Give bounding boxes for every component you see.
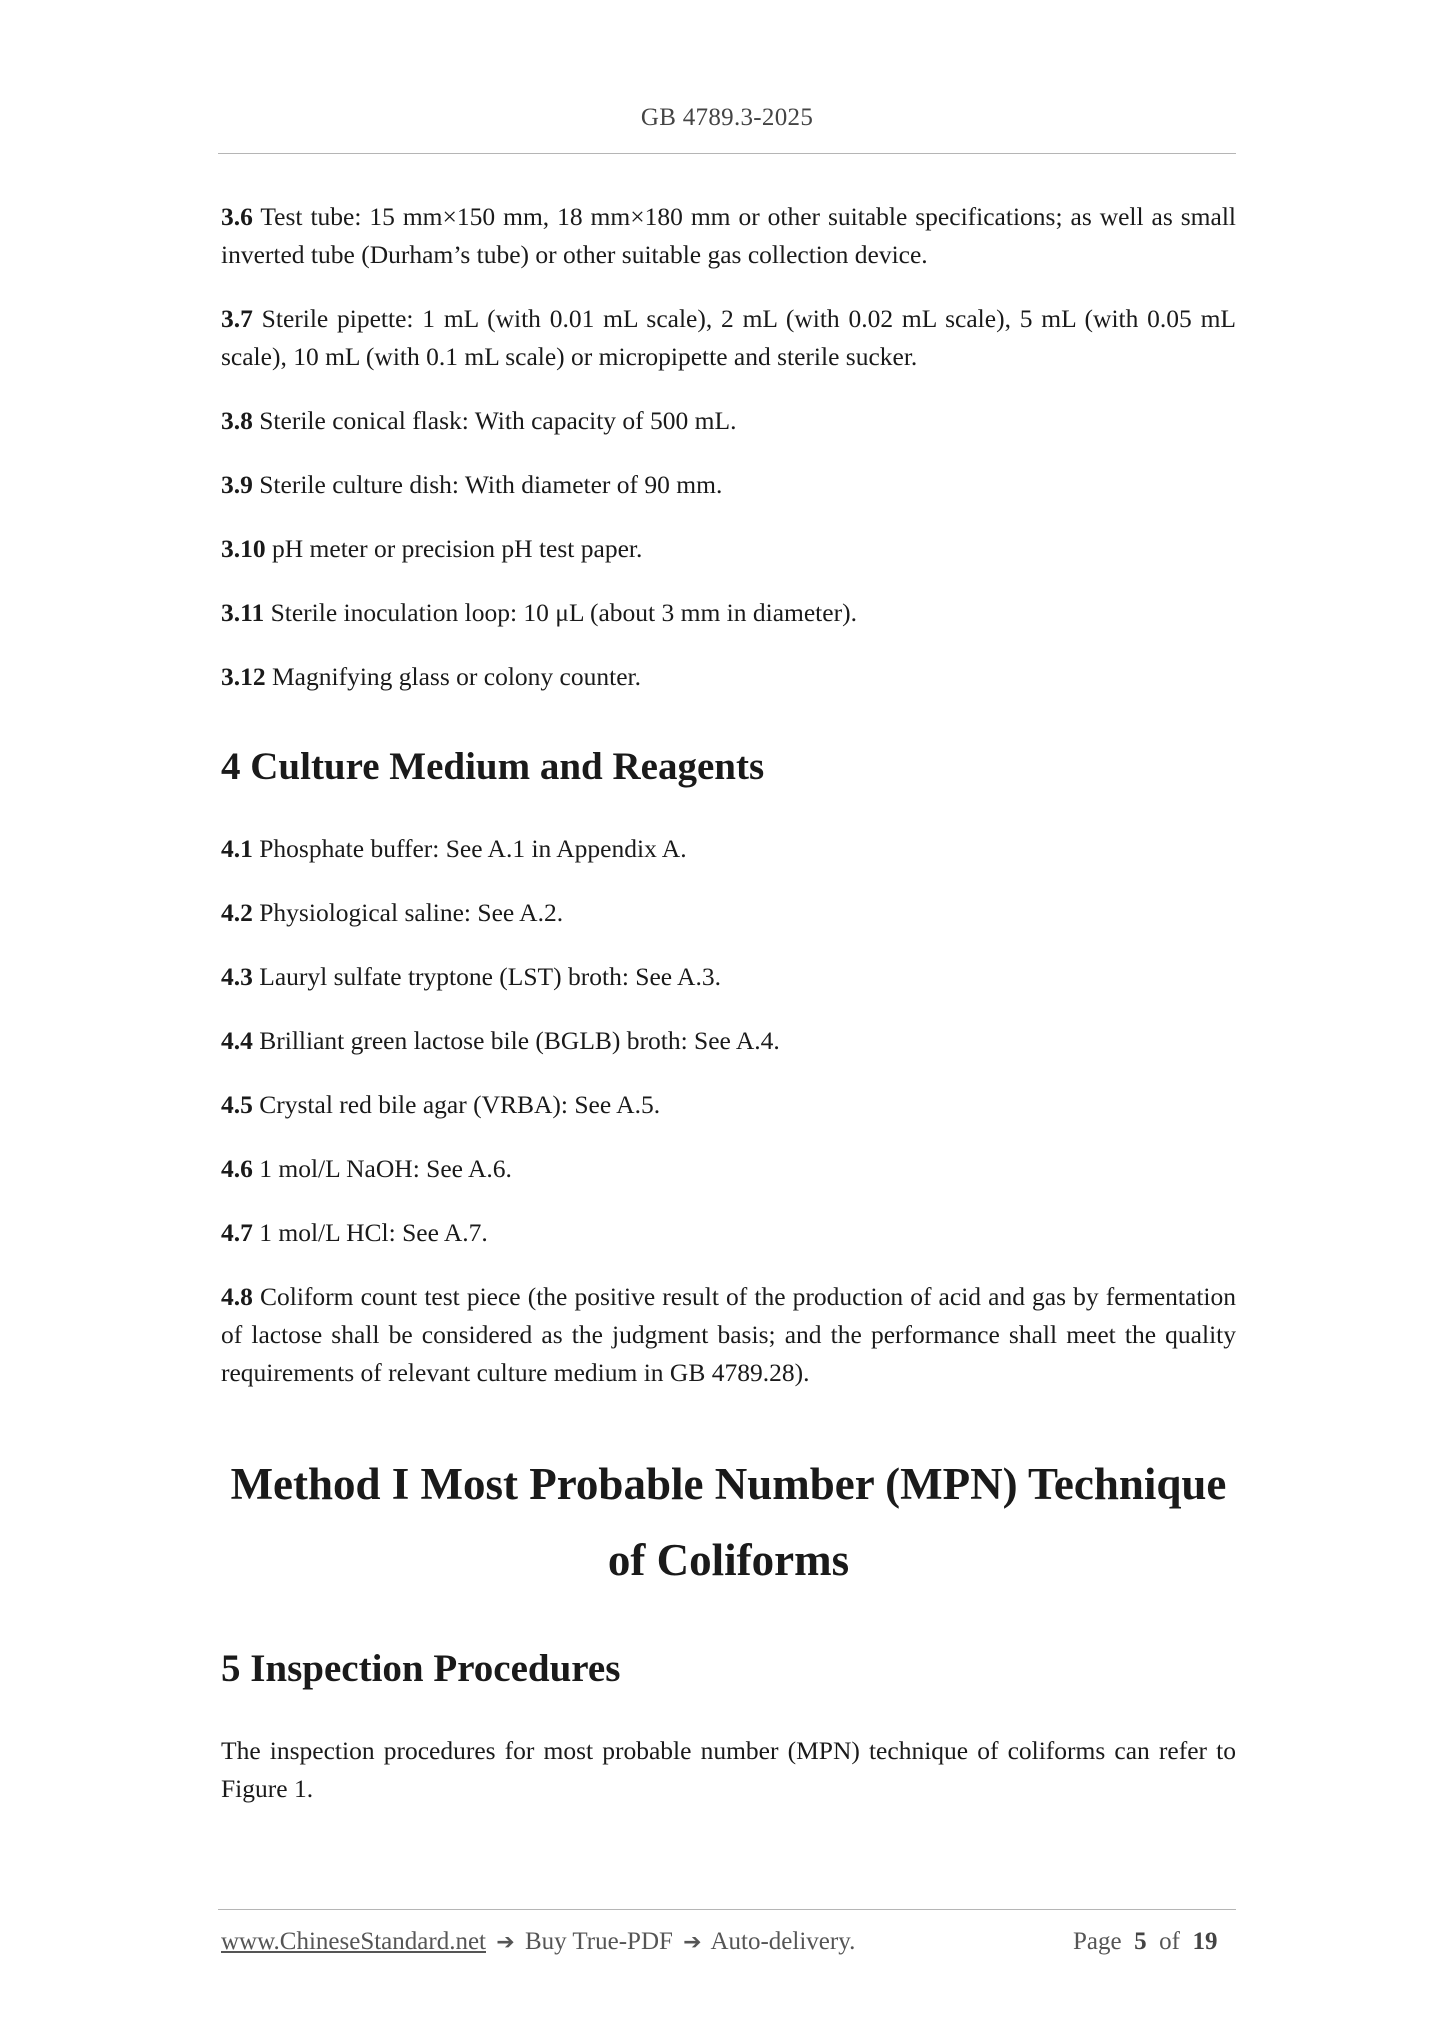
site-link[interactable]: www.ChineseStandard.net xyxy=(221,1928,486,1955)
footer-divider xyxy=(218,1909,1236,1910)
list-item: 4.6 1 mol/L NaOH: See A.6. xyxy=(221,1154,512,1183)
total-pages-number: 19 xyxy=(1192,1928,1218,1955)
auto-delivery-text: Auto-delivery. xyxy=(710,1928,856,1955)
equipment-list xyxy=(221,198,1236,696)
page-indicator: Page 5 of 19 xyxy=(1073,1928,1218,1955)
list-item: 3.6 Test tube: 15 mm×150 mm, 18 mm×180 mm or other suitable specifications; as well as small inverted tube (Durham’s tube) or other suitable gas collection device. xyxy=(221,202,1236,269)
list-item: 4.2 Physiological saline: See A.2. xyxy=(221,898,564,927)
arrow-right-icon: ➔ xyxy=(496,1930,515,1955)
page-content xyxy=(221,198,1236,1834)
list-item: 3.10 pH meter or precision pH test paper. xyxy=(221,534,643,563)
section-5-heading: 5 Inspection Procedures xyxy=(221,1647,621,1690)
list-item: 3.11 Sterile inoculation loop: 10 μL (about 3 mm in diameter). xyxy=(221,598,857,627)
list-item: 4.7 1 mol/L HCl: See A.7. xyxy=(221,1218,488,1247)
section-4-heading: 4 Culture Medium and Reagents xyxy=(221,745,765,788)
section-5-paragraph: The inspection procedures for most probable number (MPN) technique of coliforms can refer to Figure 1. xyxy=(221,1736,1236,1803)
list-item: 4.8 Coliform count test piece (the positive result of the production of acid and gas by fermentation of lactose shall be considered as the judgment basis; and the performance shall meet the quality requirements of relevant culture medium in GB 4789.28). xyxy=(221,1282,1236,1387)
header-divider xyxy=(218,153,1236,154)
method-title: Method I Most Probable Number (MPN) Technique of Coliforms xyxy=(230,1459,1227,1585)
list-item: 3.12 Magnifying glass or colony counter. xyxy=(221,662,641,691)
footer-links xyxy=(221,1928,855,1956)
list-item: 4.4 Brilliant green lactose bile (BGLB) broth: See A.4. xyxy=(221,1026,780,1055)
arrow-right-icon: ➔ xyxy=(683,1930,702,1955)
document-code-header: GB 4789.3-2025 xyxy=(640,104,814,131)
list-item: 4.5 Crystal red bile agar (VRBA): See A.5. xyxy=(221,1090,661,1119)
list-item: 4.3 Lauryl sulfate tryptone (LST) broth: See A.3. xyxy=(221,962,721,991)
reagents-list xyxy=(221,830,1236,1392)
buy-true-pdf-text: Buy True-PDF xyxy=(524,1928,673,1955)
list-item: 4.1 Phosphate buffer: See A.1 in Appendix A. xyxy=(221,834,687,863)
list-item: 3.8 Sterile conical flask: With capacity of 500 mL. xyxy=(221,406,737,435)
current-page-number: 5 xyxy=(1134,1928,1147,1955)
list-item: 3.9 Sterile culture dish: With diameter of 90 mm. xyxy=(221,470,723,499)
list-item: 3.7 Sterile pipette: 1 mL (with 0.01 mL scale), 2 mL (with 0.02 mL scale), 5 mL (with 0.05 mL scale), 10 mL (with 0.1 mL scale) or micropipette and sterile sucker. xyxy=(221,304,1236,371)
